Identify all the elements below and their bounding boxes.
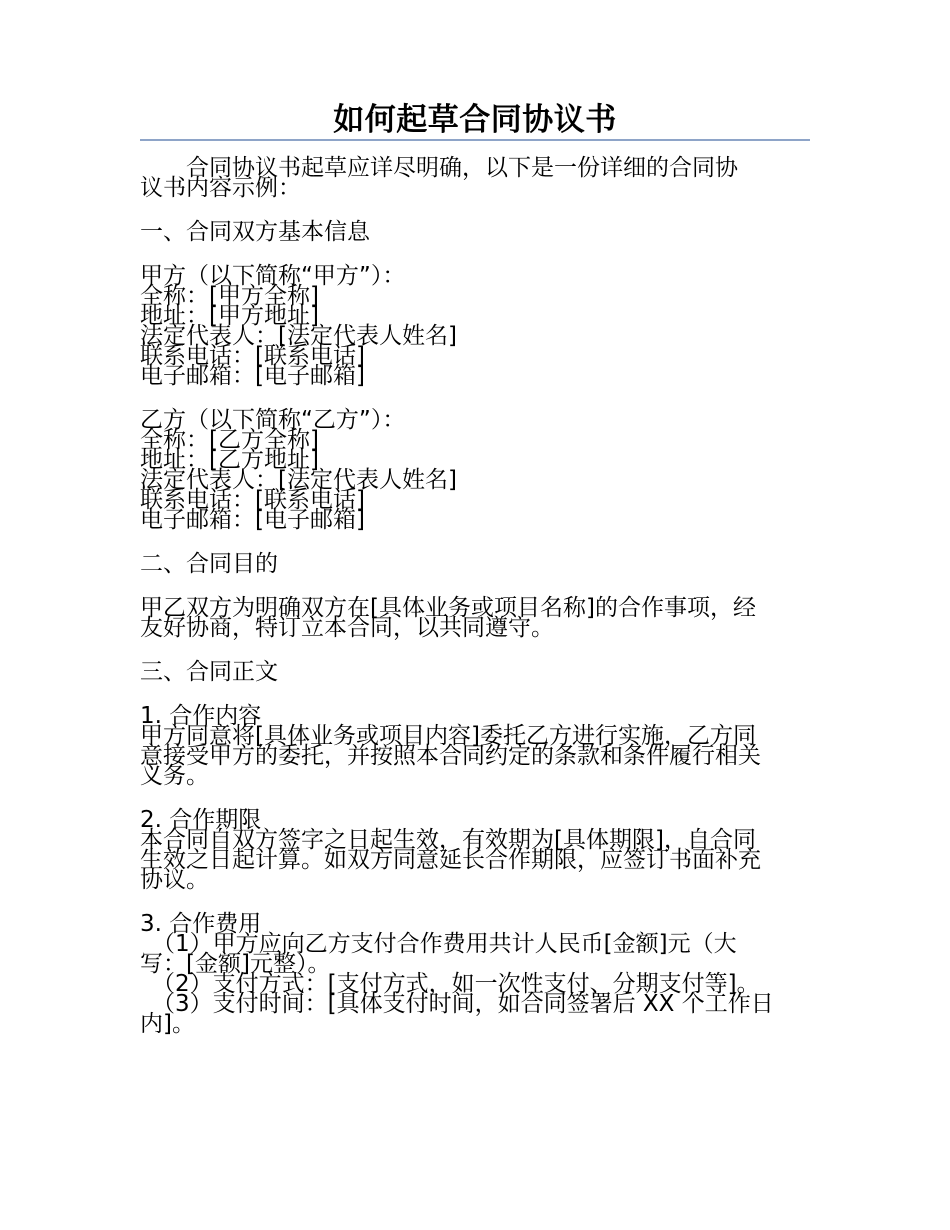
section1-heading: 一、合同双方基本信息 xyxy=(140,219,370,245)
item3-line: 内]。 xyxy=(140,1011,195,1037)
item3-line: （3）支付时间：[具体支付时间，如合同签署后 XX 个工作日 xyxy=(152,991,774,1017)
party-b-representative: 法定代表人：[法定代表人姓名] xyxy=(140,467,457,493)
section3-heading: 三、合同正文 xyxy=(140,659,278,685)
item1-line: 甲方同意将[具体业务或项目内容]委托乙方进行实施，乙方同 xyxy=(140,723,756,749)
item2-line: 生效之日起计算。如双方同意延长合作期限，应签订书面补充 xyxy=(140,847,761,873)
party-a-label: 甲方（以下简称“甲方”）： xyxy=(140,263,406,289)
party-b-phone: 联系电话：[联系电话] xyxy=(140,487,365,513)
intro-line: 合同协议书起草应详尽明确，以下是一份详细的合同协 xyxy=(186,155,738,181)
section2-body xyxy=(140,595,810,641)
party-b-label: 乙方（以下简称“乙方”）： xyxy=(140,407,406,433)
item3-title: 3. 合作费用 xyxy=(140,911,262,937)
item2-line: 协议。 xyxy=(140,867,209,893)
party-a-email: 电子邮箱：[电子邮箱] xyxy=(140,363,365,389)
item2-title: 2. 合作期限 xyxy=(140,807,262,833)
item3-line: 写：[金额]元整）。 xyxy=(140,951,331,977)
section1 xyxy=(140,221,810,244)
section2 xyxy=(140,553,810,576)
section2-heading: 二、合同目的 xyxy=(140,551,278,577)
intro-paragraph xyxy=(140,155,810,201)
item1-title: 1. 合作内容 xyxy=(140,703,262,729)
party-a-phone: 联系电话：[联系电话] xyxy=(140,343,365,369)
section3 xyxy=(140,661,810,684)
party-b-info xyxy=(140,407,810,533)
intro-line: 议书内容示例： xyxy=(140,175,301,201)
item-cooperation-fee xyxy=(140,911,810,1037)
item-cooperation-content xyxy=(140,703,810,789)
item3-line: （2）支付方式：[支付方式，如一次性支付、分期支付等]。 xyxy=(152,971,760,997)
party-b-email: 电子邮箱：[电子邮箱] xyxy=(140,507,365,533)
party-a-info xyxy=(140,263,810,389)
party-a-address: 地址：[甲方地址] xyxy=(140,303,319,329)
item2-line: 本合同自双方签字之日起生效，有效期为[具体期限]，自合同 xyxy=(140,827,756,853)
item3-line: （1）甲方应向乙方支付合作费用共计人民币[金额]元（大 xyxy=(152,931,737,957)
item1-line: 意接受甲方的委托，并按照本合同约定的条款和条件履行相关 xyxy=(140,743,761,769)
document-title: 如何起草合同协议书 xyxy=(333,102,617,138)
party-b-name: 全称：[乙方全称] xyxy=(140,427,319,453)
party-a-representative: 法定代表人：[法定代表人姓名] xyxy=(140,323,457,349)
party-b-address: 地址：[乙方地址] xyxy=(140,447,319,473)
item1-line: 义务。 xyxy=(140,763,209,789)
item-cooperation-term xyxy=(140,807,810,893)
section2-body-line: 友好协商，特订立本合同，以共同遵守。 xyxy=(140,615,554,641)
party-a-name: 全称：[甲方全称] xyxy=(140,283,319,309)
section2-body-line: 甲乙双方为明确双方在[具体业务或项目名称]的合作事项，经 xyxy=(140,595,756,621)
document-page xyxy=(140,100,810,1057)
